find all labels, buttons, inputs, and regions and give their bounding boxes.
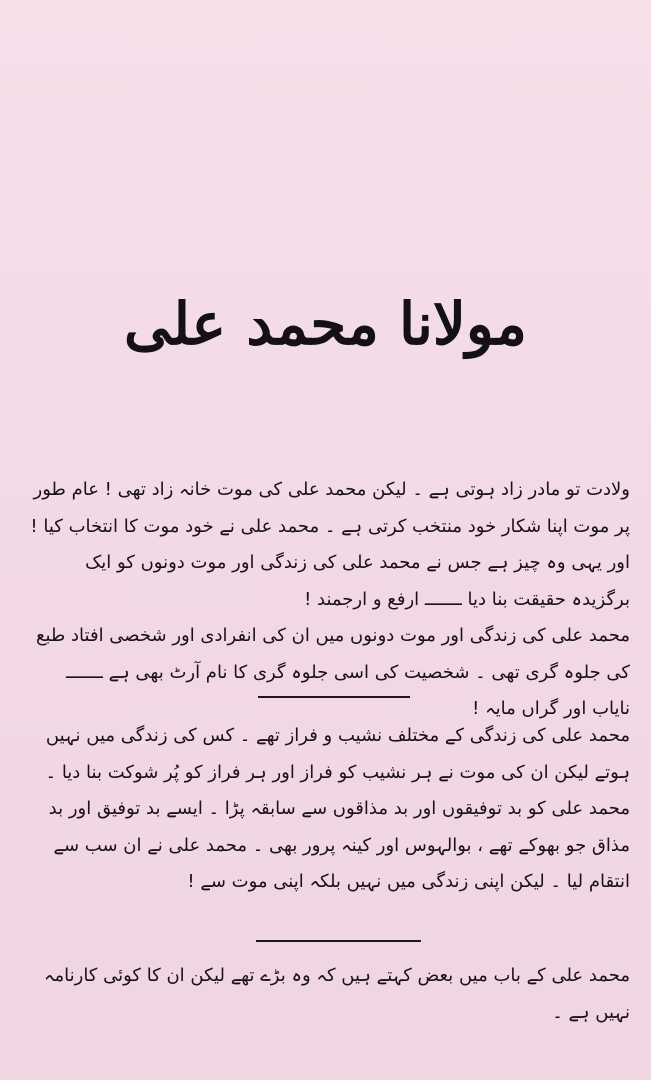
text-block-opening — [30, 472, 630, 728]
paragraph: ولادت تو مادر زاد ہوتی ہے ۔ لیکن محمد علی کی موت خانہ زاد تھی ! عام طور پر موت اپنا شکار خود منتخب کرتی ہے ۔ محمد علی نے خود موت کا انتخاب کیا ! اور یہی وہ چیز ہے جس نے محمد علی کی زندگی اور موت دونوں کو ایک برگزیدہ حقیقت بنا دیا ـــــــ ارفع و ارجمند ! — [30, 479, 630, 610]
paragraph: محمد علی کو بد توفیقوں اور بد مذاقوں سے سابقہ پڑا ۔ ایسے بد توفیق اور بد مذاق جو بھوکے تھے ، بوالہوس اور کینہ پرور بھی ۔ محمد علی نے ان سب سے انتقام لیا ۔ لیکن اپنی زندگی میں نہیں بلکہ اپنی موت سے ! — [48, 798, 630, 892]
section-divider — [256, 940, 421, 942]
page-title: مولانا محمد علی — [124, 290, 527, 358]
paragraph: محمد علی کے باب میں بعض کہتے ہیں کہ وہ بڑے تھے لیکن ان کا کوئی کارنامہ نہیں ہے ۔ — [43, 965, 630, 1023]
text-block-closing — [30, 958, 630, 1031]
text-block-middle — [30, 718, 630, 901]
paragraph: محمد علی کی زندگی کے مختلف نشیب و فراز تھے ۔ کس کی زندگی میں نہیں ہوتے لیکن ان کی موت نے ہر نشیب کو فراز اور ہر فراز کو پُر شوکت بنا دیا ۔ — [45, 725, 630, 783]
section-divider — [258, 696, 410, 698]
paragraph: محمد علی کی زندگی اور موت دونوں میں ان کی انفرادی اور شخصی افتاد طبع کی جلوہ گری تھی ۔ شخصیت کی اسی جلوہ گری کا نام آرٹ بھی ہے ـــــــ نایاب اور گراں مایہ ! — [35, 625, 630, 719]
